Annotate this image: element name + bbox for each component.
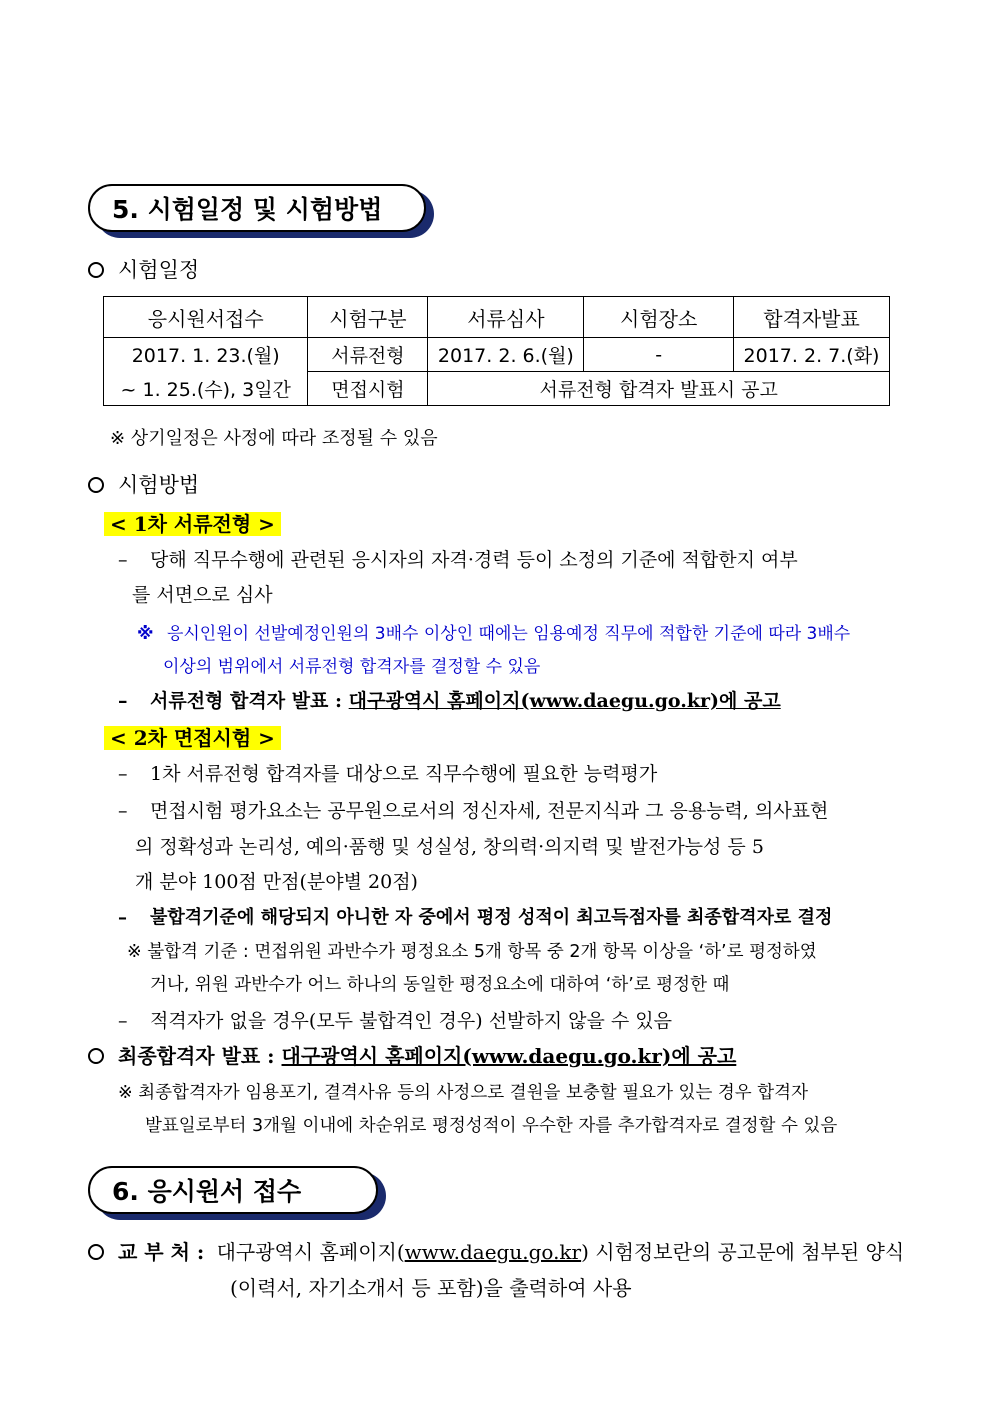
table-row xyxy=(104,338,890,372)
final-note-line1: ※ 최종합격자가 임용포기, 결격사유 등의 사정으로 결원을 보충할 필요가 있는 경우 합격자 xyxy=(118,1083,808,1103)
stage2-item1-text: 1차 서류전형 합격자를 대상으로 직무수행에 필요한 능력평가 xyxy=(150,763,658,785)
issuing-place xyxy=(88,1236,904,1265)
apply-period-line2: ~ 1. 25.(수), 3일간 xyxy=(104,372,308,406)
final-prefix: 최종합격자 발표 : xyxy=(118,1044,282,1068)
stage1-item1-cont: 를 서면으로 심사 xyxy=(132,584,273,606)
dash-icon: – xyxy=(118,690,128,712)
final-announcement xyxy=(88,1040,736,1069)
schedule-label: 시험일정 xyxy=(118,258,200,282)
stage1-item2-link[interactable]: 대구광역시 홈페이지(www.daegu.go.kr)에 공고 xyxy=(348,690,781,712)
stage2-item2-cont1: 의 정확성과 논리성, 예의·품행 및 성실성, 창의력·의지력 및 발전가능성 등 5 xyxy=(135,836,764,858)
stage2-item4 xyxy=(118,1006,672,1033)
dash-icon: – xyxy=(118,549,128,571)
issuing-place-cont: (이력서, 자기소개서 등 포함)을 출력하여 사용 xyxy=(230,1276,632,1300)
section-5-title xyxy=(88,184,426,232)
table-cell: - xyxy=(584,338,734,372)
stage2-note-line2: 거나, 위원 과반수가 어느 하나의 동일한 평정요소에 대하여 ‘하’로 평정한 때 xyxy=(150,975,730,995)
dash-icon: – xyxy=(118,907,127,928)
stage2-item3-text: 불합격기준에 해당되지 아니한 자 중에서 평정 성적이 최고득점자를 최종합격자로 결정 xyxy=(150,907,833,928)
method-heading xyxy=(88,469,199,499)
stage2-note-line1: ※ 불합격 기준 : 면접위원 과반수가 평정요소 5개 항목 중 2개 항목 이상을 ‘하’로 평정하였 xyxy=(127,942,817,962)
method-label: 시험방법 xyxy=(118,473,200,497)
stage1-item2-prefix: 서류전형 합격자 발표 : xyxy=(150,690,349,712)
table-cell: 2017. 2. 6.(월) xyxy=(428,338,584,372)
issuing-label: 교 부 처 : xyxy=(118,1240,205,1264)
apply-period-line1: 2017. 1. 23.(월) xyxy=(104,338,308,372)
table-cell: 서류전형 xyxy=(308,338,428,372)
stage1-note-line2: 이상의 범위에서 서류전형 합격자를 결정할 수 있음 xyxy=(163,657,541,677)
stage2-title xyxy=(104,722,281,751)
stage1-item2 xyxy=(118,686,781,713)
stage1-note-text-a: 응시인원이 선발예정인원의 3배수 이상인 때에는 임용예정 직무에 적합한 기준에 따라 3배수 xyxy=(166,624,851,644)
issuing-text-a1: 대구광역시 홈페이지( xyxy=(216,1240,405,1264)
section-5-title-text: 5. 시험일정 및 시험방법 xyxy=(112,195,383,224)
final-link[interactable]: 대구광역시 홈페이지(www.daegu.go.kr)에 공고 xyxy=(281,1044,737,1068)
table-cell: 면접시험 xyxy=(308,372,428,406)
stage1-note-line1 xyxy=(137,619,850,644)
stage2-item1 xyxy=(118,759,657,786)
stage1-item1 xyxy=(118,545,798,572)
stage1-title-text: < 1차 서류전형 > xyxy=(104,512,281,536)
header-cell: 시험구분 xyxy=(308,297,428,338)
stage2-title-text: < 2차 면접시험 > xyxy=(104,726,281,750)
schedule-note: ※ 상기일정은 사정에 따라 조정될 수 있음 xyxy=(110,428,438,449)
stage2-item3 xyxy=(118,903,832,929)
stage1-title xyxy=(104,508,281,537)
issuing-text-a2: ) 시험정보란의 공고문에 첨부된 양식 xyxy=(581,1240,905,1264)
circle-bullet-icon xyxy=(88,1244,104,1260)
circle-bullet-icon xyxy=(88,262,104,278)
section-6-title xyxy=(88,1166,378,1214)
stage2-item2-cont2: 개 분야 100점 만점(분야별 20점) xyxy=(135,871,418,893)
dash-icon: – xyxy=(118,1010,128,1032)
stage1-item1-text-a: 당해 직무수행에 관련된 응시자의 자격·경력 등이 소정의 기준에 적합한지 여부 xyxy=(150,549,798,571)
table-header-row xyxy=(104,297,890,338)
circle-bullet-icon xyxy=(88,1048,104,1064)
final-note-line2: 발표일로부터 3개월 이내에 차순위로 평정성적이 우수한 자를 추가합격자로 결정할 수 있음 xyxy=(145,1116,838,1136)
note-mark: ※ xyxy=(137,624,154,644)
stage2-item4-text: 적격자가 없을 경우(모두 불합격인 경우) 선발하지 않을 수 있음 xyxy=(150,1010,672,1032)
stage2-item2 xyxy=(118,796,828,823)
header-cell: 서류심사 xyxy=(428,297,584,338)
circle-bullet-icon xyxy=(88,477,104,493)
section-6-title-text: 6. 응시원서 접수 xyxy=(112,1177,302,1206)
table-row xyxy=(104,372,890,406)
schedule-table xyxy=(103,296,890,406)
stage2-item2-text-a: 면접시험 평가요소는 공무원으로서의 정신자세, 전문지식과 그 응용능력, 의사표현 xyxy=(150,800,829,822)
header-cell: 응시원서접수 xyxy=(104,297,308,338)
table-cell: 서류전형 합격자 발표시 공고 xyxy=(428,372,890,406)
issuing-link[interactable]: www.daegu.go.kr xyxy=(404,1240,582,1264)
header-cell: 시험장소 xyxy=(584,297,734,338)
schedule-heading xyxy=(88,254,199,284)
dash-icon: – xyxy=(118,800,128,822)
header-cell: 합격자발표 xyxy=(734,297,890,338)
table-cell: 2017. 2. 7.(화) xyxy=(734,338,890,372)
dash-icon: – xyxy=(118,763,128,785)
